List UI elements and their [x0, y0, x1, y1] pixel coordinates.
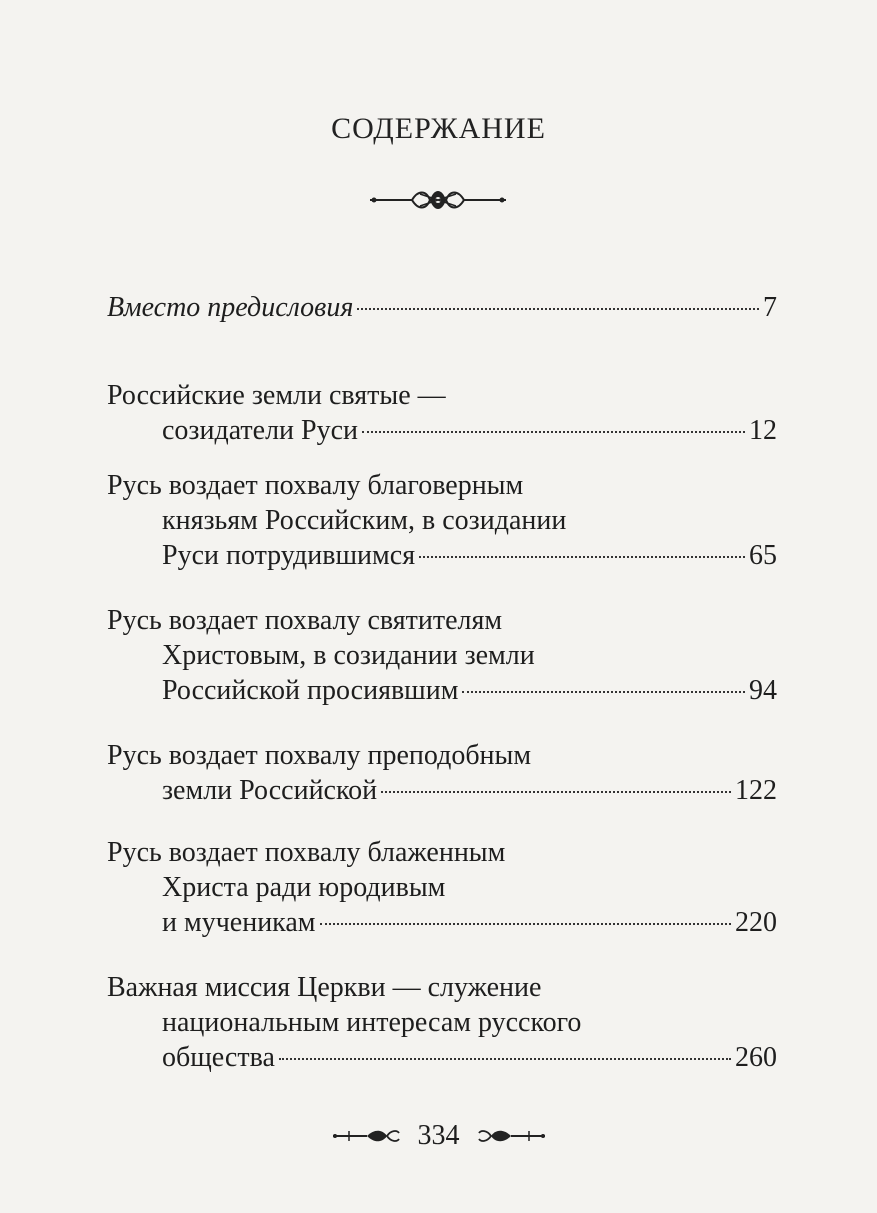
toc-entry-title-line: национальным интересам русского — [162, 1007, 582, 1038]
toc-entry-title-line: Русь воздает похвалу благоверным — [107, 470, 524, 501]
toc-entry-page-number: 260 — [735, 1042, 777, 1073]
toc-entry[interactable] — [107, 378, 777, 448]
toc-entry-title-line: Вместо предисловия — [107, 292, 354, 323]
toc-entry-title-line: Христа ради юродивым — [162, 872, 446, 903]
toc-entry[interactable] — [107, 290, 777, 325]
dot-leader — [362, 431, 745, 433]
toc-entry-page-number: 94 — [749, 675, 777, 706]
toc-entry-page-number: 220 — [735, 907, 777, 938]
toc-entry-title-line: и мученикам — [162, 907, 316, 938]
page-footer — [0, 1118, 877, 1152]
dot-leader — [279, 1058, 731, 1060]
toc-entry-title-line: Важная миссия Церкви — служение — [107, 972, 542, 1003]
toc-entry-title-line: Русь воздает похвалу блаженным — [107, 837, 506, 868]
flourish-left-icon — [331, 1127, 401, 1145]
dot-leader — [320, 923, 731, 925]
flourish-right-icon — [477, 1127, 547, 1145]
toc-entry-title-line: Российские земли святые — — [107, 380, 446, 411]
toc-entry[interactable] — [107, 603, 777, 708]
toc-entry-title-line: Русь воздает похвалу преподобным — [107, 740, 532, 771]
toc-entry-page-number: 12 — [749, 415, 777, 446]
toc-entry-title-line: Руси потрудившимся — [162, 540, 416, 571]
knot-ornament-icon — [368, 188, 508, 212]
dot-leader — [462, 691, 745, 693]
toc-entry-page-number: 122 — [735, 775, 777, 806]
toc-entry-title-line: Российской просиявшим — [162, 675, 459, 706]
toc-entry-page-number: 7 — [763, 292, 777, 323]
toc-entry-title-line: созидатели Руси — [162, 415, 359, 446]
toc-entry-title-line: общества — [162, 1042, 275, 1073]
toc-entry[interactable] — [107, 835, 777, 940]
toc-entry[interactable] — [107, 738, 777, 808]
dot-leader — [419, 556, 745, 558]
toc-entry-title-line: земли Российской — [162, 775, 378, 806]
dot-leader — [357, 308, 759, 310]
dot-leader — [381, 791, 731, 793]
toc-entry[interactable] — [107, 970, 777, 1075]
page-title: СОДЕРЖАНИЕ — [331, 112, 546, 145]
toc-entry-title-line: князьям Российским, в созидании — [162, 505, 567, 536]
page-number: 334 — [417, 1119, 460, 1151]
toc-entry[interactable] — [107, 468, 777, 573]
toc-entry-title-line: Христовым, в созидании земли — [162, 640, 535, 671]
toc-entry-title-line: Русь воздает похвалу святителям — [107, 605, 503, 636]
toc-entry-page-number: 65 — [749, 540, 777, 571]
